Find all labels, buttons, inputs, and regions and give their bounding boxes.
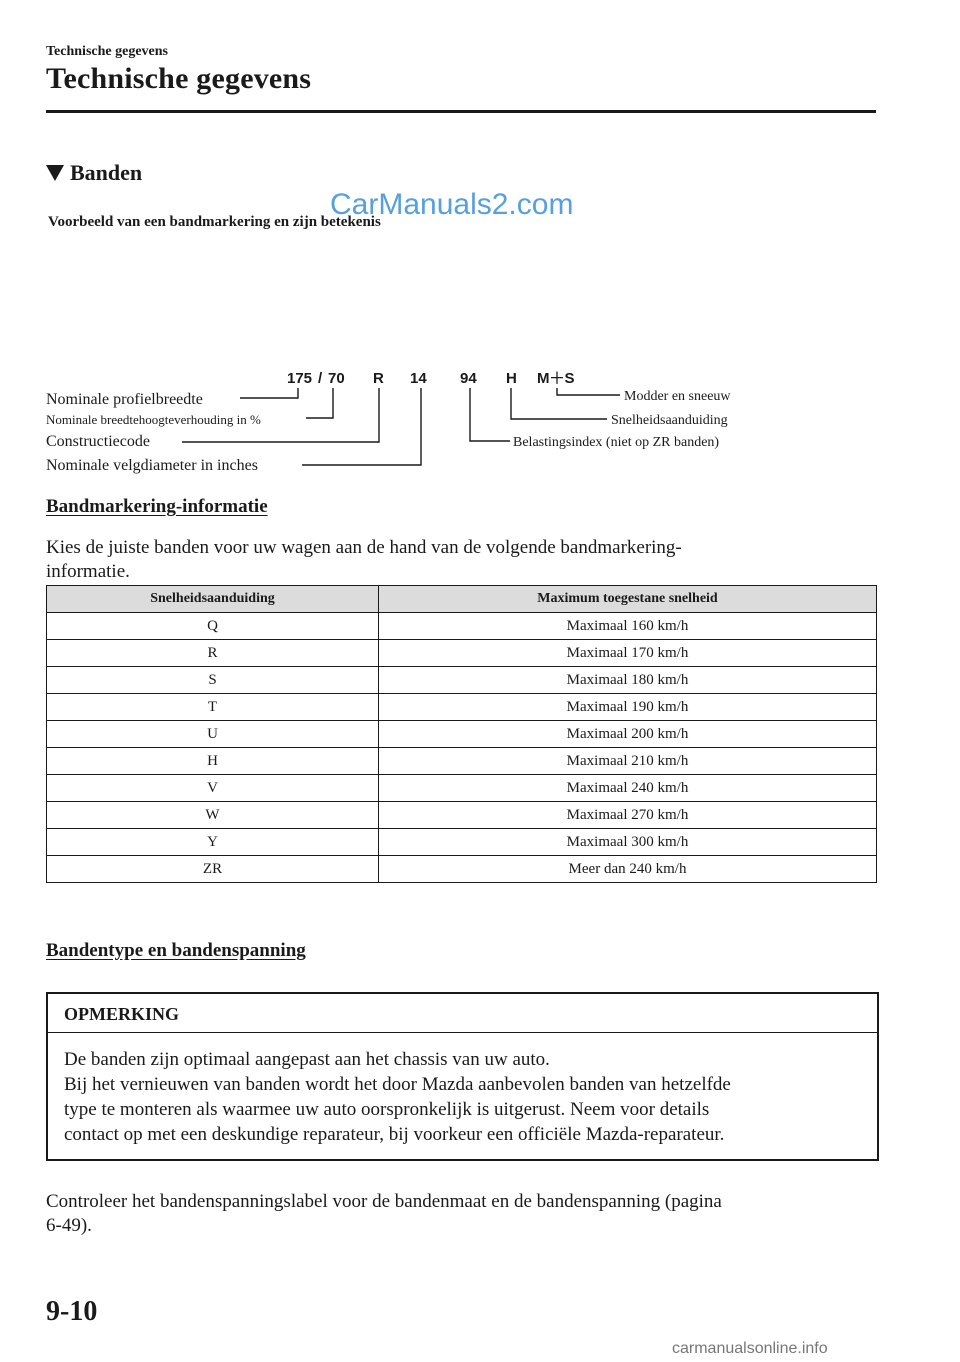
max-speed: Maximaal 170 km/h: [379, 640, 877, 667]
intro-line: informatie.: [46, 561, 130, 582]
table-row: [47, 802, 877, 829]
note-line: contact op met een deskundige reparateur, bij voorkeur een officiële Mazda-reparateur.: [64, 1124, 725, 1145]
leader-width: [240, 388, 298, 398]
note-title: OPMERKING: [48, 994, 877, 1033]
table-header-row: [47, 586, 877, 613]
note-box: [46, 992, 879, 1161]
max-speed: Maximaal 200 km/h: [379, 721, 877, 748]
label-construction: Constructiecode: [46, 433, 150, 450]
speed-code: ZR: [47, 856, 379, 883]
label-width: Nominale profielbreedte: [46, 391, 203, 408]
speed-code: T: [47, 694, 379, 721]
header-rule: [46, 110, 876, 113]
table-row: [47, 721, 877, 748]
pressure-check-text: [46, 1190, 826, 1238]
table-row: [47, 748, 877, 775]
column-header: Maximum toegestane snelheid: [379, 586, 877, 613]
table-row: [47, 829, 877, 856]
max-speed: Maximaal 300 km/h: [379, 829, 877, 856]
table-row: [47, 613, 877, 640]
max-speed: Maximaal 180 km/h: [379, 667, 877, 694]
max-speed: Maximaal 160 km/h: [379, 613, 877, 640]
label-ratio: Nominale breedtehoogteverhouding in %: [46, 412, 261, 427]
max-speed: Meer dan 240 km/h: [379, 856, 877, 883]
triangle-bullet-icon: [46, 165, 64, 181]
note-line: De banden zijn optimaal aangepast aan het chassis van uw auto.: [64, 1049, 550, 1070]
table-row: [47, 775, 877, 802]
speed-code: U: [47, 721, 379, 748]
column-header: Snelheidsaanduiding: [47, 586, 379, 613]
table-row: [47, 856, 877, 883]
leader-ratio: [306, 388, 333, 418]
section-title: [46, 160, 142, 186]
speed-code: Q: [47, 613, 379, 640]
watermark: CarManuals2.com: [330, 188, 574, 221]
leader-speed: [511, 388, 607, 419]
max-speed: Maximaal 210 km/h: [379, 748, 877, 775]
pressure-heading: Bandentype en bandenspanning: [46, 940, 306, 961]
speed-code: H: [47, 748, 379, 775]
check-line: Controleer het bandenspanningslabel voor de bandenmaat en de bandenspanning (pagina: [46, 1191, 722, 1212]
speed-code: V: [47, 775, 379, 802]
check-line: 6-49).: [46, 1215, 92, 1236]
label-load: Belastingsindex (niet op ZR banden): [513, 435, 720, 450]
label-ms: Modder en sneeuw: [624, 389, 731, 404]
speed-rating-table: [46, 585, 877, 883]
leader-load: [470, 388, 510, 441]
note-body: [48, 1033, 877, 1159]
code-construction: R: [373, 370, 384, 387]
code-width: 175: [287, 370, 313, 387]
marking-info-heading: Bandmarkering-informatie: [46, 496, 268, 517]
code-ratio: 70: [328, 370, 345, 387]
note-line: Bij het vernieuwen van banden wordt het door Mazda aanbevolen banden van hetzelfde: [64, 1074, 731, 1095]
note-line: type te monteren als waarmee uw auto oorspronkelijk is uitgerust. Neem voor details: [64, 1099, 710, 1120]
site-watermark: carmanualsonline.info: [672, 1340, 828, 1357]
intro-line: Kies de juiste banden voor uw wagen aan de hand van de volgende bandmarkering-: [46, 537, 682, 558]
leader-rim: [302, 388, 421, 465]
table-row: [47, 667, 877, 694]
max-speed: Maximaal 240 km/h: [379, 775, 877, 802]
page-number: 9-10: [46, 1296, 98, 1327]
table-row: [47, 694, 877, 721]
section-title-text: Banden: [70, 160, 143, 185]
tire-marking-diagram: [40, 360, 760, 480]
code-ms: M＋S: [537, 370, 575, 387]
example-caption: Voorbeeld van een bandmarkering en zijn betekenis: [48, 214, 381, 230]
max-speed: Maximaal 270 km/h: [379, 802, 877, 829]
leader-ms: [557, 388, 620, 395]
label-speed: Snelheidsaanduiding: [611, 413, 728, 428]
code-load: 94: [460, 370, 477, 387]
speed-code: W: [47, 802, 379, 829]
code-slash: /: [318, 370, 323, 387]
page-title: Technische gegevens: [46, 62, 312, 95]
marking-info-intro: [46, 536, 826, 584]
running-header: Technische gegevens: [46, 44, 168, 59]
table-row: [47, 640, 877, 667]
speed-code: R: [47, 640, 379, 667]
speed-code: Y: [47, 829, 379, 856]
code-rim: 14: [410, 370, 427, 387]
label-rim: Nominale velgdiameter in inches: [46, 457, 258, 474]
code-speed: H: [506, 370, 517, 387]
speed-code: S: [47, 667, 379, 694]
max-speed: Maximaal 190 km/h: [379, 694, 877, 721]
